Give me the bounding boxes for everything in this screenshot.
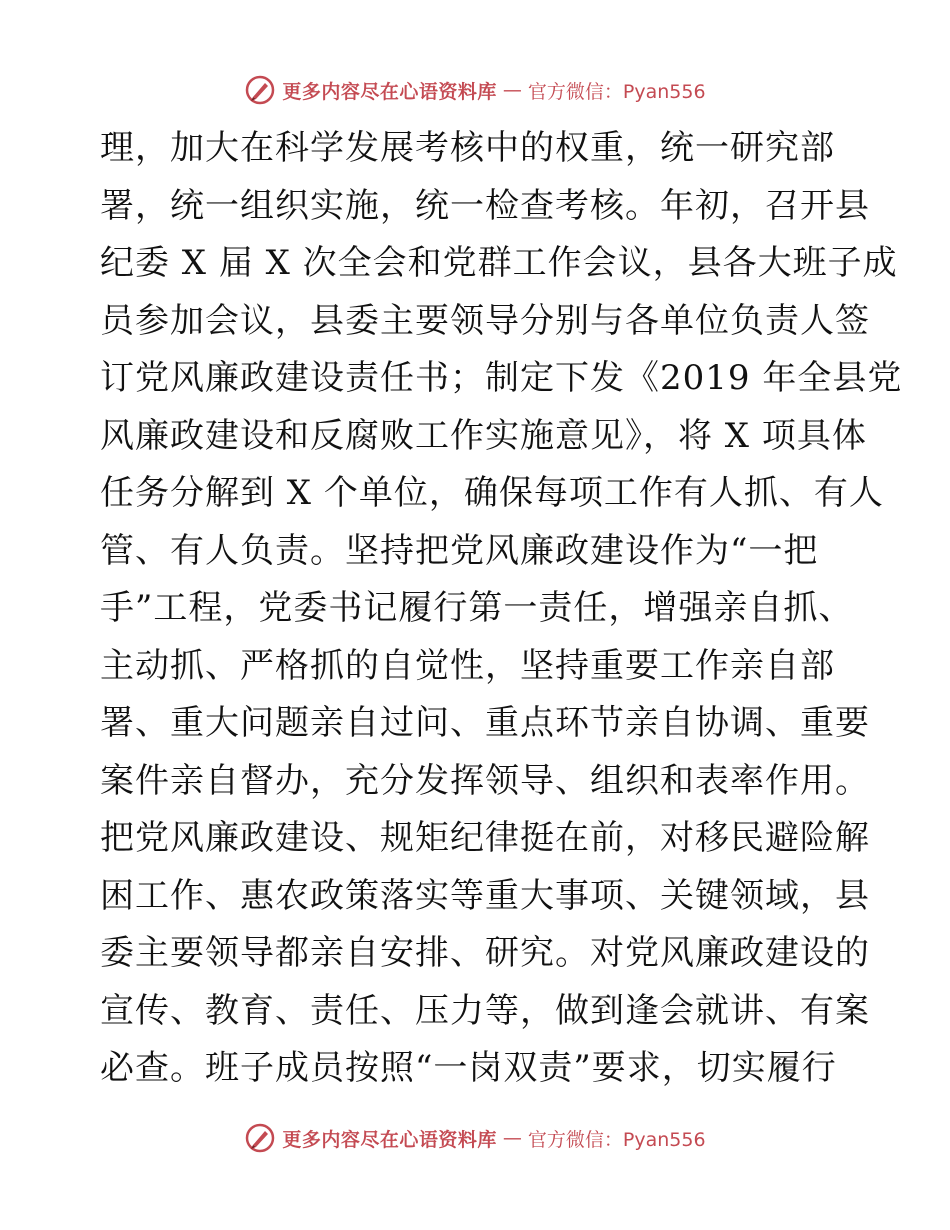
text-line: 必查。班子成员按照“一岗双责”要求，切实履行 (100, 1048, 837, 1088)
watermark-separator: — (502, 1127, 522, 1149)
pen-logo-icon (244, 1122, 276, 1154)
text-line: 宣传、教育、责任、压力等，做到逢会就讲、有案 (100, 990, 870, 1031)
watermark-text: 更多内容尽在心语资料库 (282, 1128, 497, 1151)
text-line: 委主要领导都亲自安排、研究。对党风廉政建设的 (100, 933, 870, 973)
text-line: 订党风廉政建设责任书；制定下发《2019 年全县党 (100, 358, 903, 398)
text-line: 困工作、惠农政策落实等重大事项、关键领域，县 (100, 875, 870, 916)
text-line: 理，加大在科学发展考核中的权重，统一研究部 (100, 128, 835, 168)
watermark-text: 更多内容尽在心语资料库 (282, 80, 497, 103)
text-line: 管、有人负责。坚持把党风廉政建设作为“一把 (100, 530, 819, 571)
text-line: 主动抓、严格抓的自觉性，坚持重要工作亲自部 (100, 645, 835, 686)
watermark-contact: 官方微信：Pyan556 (527, 80, 706, 103)
text-line: 署、重大问题亲自过问、重点环节亲自协调、重要 (100, 703, 870, 743)
header-watermark (0, 70, 950, 110)
text-line: 员参加会议，县委主要领导分别与各单位负责人签 (100, 300, 870, 341)
text-line: 把党风廉政建设、规矩纪律挺在前，对移民避险解 (100, 818, 870, 858)
text-line: 纪委 X 届 X 次全会和党群工作会议，县各大班子成 (100, 243, 898, 283)
text-line: 手”工程，党委书记履行第一责任，增强亲自抓、 (100, 588, 854, 628)
footer-watermark (0, 1118, 950, 1158)
text-line: 署，统一组织实施，统一检查考核。年初，召开县 (100, 185, 870, 226)
watermark-contact: 官方微信：Pyan556 (527, 1128, 706, 1151)
text-line: 案件亲自督办，充分发挥领导、组织和表率作用。 (100, 760, 870, 801)
text-line: 任务分解到 X 个单位，确保每项工作有人抓、有人 (100, 473, 884, 513)
text-line: 风廉政建设和反腐败工作实施意见》，将 X 项具体 (100, 415, 867, 456)
pen-logo-icon (244, 74, 276, 106)
watermark-separator: — (502, 79, 522, 101)
document-body (100, 120, 903, 1098)
